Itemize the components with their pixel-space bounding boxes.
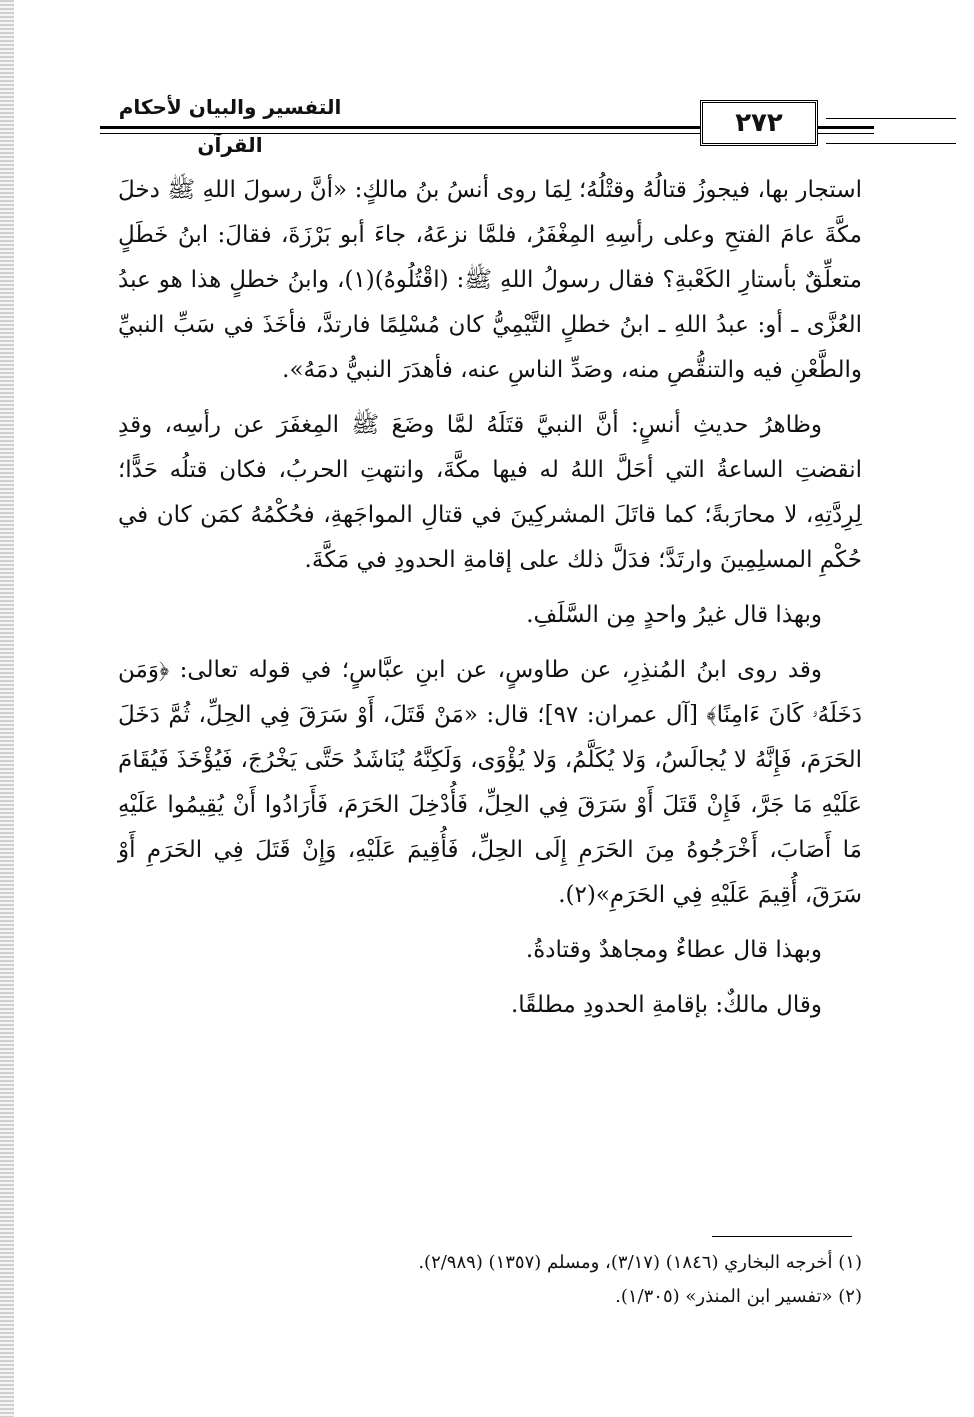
page-number: ٢٧٢ <box>700 100 818 146</box>
paragraph: استجار بها، فيجوزُ قتالُهُ وقتْلُهُ؛ لِمَا روى أنسُ بنُ مالكٍ: «أنَّ رسولَ اللهِ ﷺ دخلَ مكَّةَ عامَ الفتحِ وعلى رأسِهِ المِغْفَرُ، فلمَّا نزعَهُ، جاءَ أبو بَرْزَةَ، فقالَ: ابنُ خَطَلٍ متعلِّقٌ بأستارِ الكَعْبةِ؟ فقال رسولُ اللهِ ﷺ: (اقْتُلُوهُ)(١)، وابنُ خطلٍ هذا هو عبدُ العُزَّى ـ أو: عبدُ اللهِ ـ ابنُ خطلٍ التَّيْمِيُّ كان مُسْلِمًا فارتدَّ، فأخَذَ في سَبِّ النبيِّ والطَّعْنِ فيه والتنقُّصِ منه، وصَدِّ الناسِ عنه، فأهدَرَ النبيُّ دمَهُ». <box>118 177 863 383</box>
page-edge <box>0 0 14 1417</box>
paragraph: وقال مالكٌ: بإقامةِ الحدودِ مطلقًا. <box>510 992 822 1018</box>
paragraph: وظاهرُ حديثِ أنسٍ: أنَّ النبيَّ قتَلَهُ لمَّا وضَعَ ﷺ المِغفَرَ عن رأسِه، وقدِ انقضتِ الساعةُ التي أحَلَّ اللهُ له فيها مكَّةَ، وانتهتِ الحربُ، فكان قتلُه حَدًّا؛ لِرِدَّتِهِ، لا محارَبةً؛ كما قاتَلَ المشركِينَ في قتالِ المواجَهةِ، فحُكْمُهُ كمَن كان في حُكْمِ المسلِمِينَ وارتَدَّ؛ فدَلَّ ذلك على إقامةِ الحدودِ في مَكَّةَ. <box>118 412 862 573</box>
header-ornament-rule <box>826 118 956 144</box>
paragraph: وقد روى ابنُ المُنذِرِ، عن طاوسٍ، عن ابنِ عبَّاسٍ؛ في قوله تعالى: ﴿وَمَن دَخَلَهُۥ كَانَ ءَامِنًا﴾ [آل عمران: ٩٧]؛ قال: «مَنْ قَتَلَ، أَوْ سَرَقَ فِي الحِلِّ، ثُمَّ دَخَلَ الحَرَمَ، فَإِنَّهُ لا يُجالَسُ، وَلا يُكَلَّمُ، وَلا يُؤْوَى، وَلَكِنَّهُ يُنَاشَدُ حَتَّى يَخْرُجَ، فَيُؤْخَذَ فَيُقَامَ عَلَيْهِ مَا جَرَّ، فَإِنْ قَتَلَ أَوْ سَرَقَ فِي الحِلِّ، فَأُدْخِلَ الحَرَمَ، فَأَرَادُوا أَنْ يُقِيمُوا عَلَيْهِ مَا أَصَابَ، أَخْرَجُوهُ مِنَ الحَرَمِ إِلَى الحِلِّ، فَأُقِيمَ عَلَيْهِ، وَإِنْ قَتَلَ فِي الحَرَمِ أَوْ سَرَقَ، أُقِيمَ عَلَيْهِ فِي الحَرَمِ»(٢). <box>118 657 862 908</box>
paragraph: وبهذا قال غيرُ واحدٍ مِن السَّلَفِ. <box>526 602 822 628</box>
page-header <box>100 88 874 157</box>
footnote: (١) أخرجه البخاري (١٨٤٦) (٣/١٧)، ومسلم (١٣٥٧) (٢/٩٨٩). <box>418 1252 862 1273</box>
page-body <box>118 168 862 1038</box>
paragraph: وبهذا قال عطاءٌ ومجاهدٌ وقتادةُ. <box>525 937 822 963</box>
running-title: التفسير والبيان لأحكام القرآن <box>118 95 342 157</box>
footnote-separator <box>712 1236 852 1237</box>
footnotes <box>118 1246 862 1314</box>
footnote: (٢) «تفسير ابن المنذر» (١/٣٠٥). <box>615 1286 862 1307</box>
